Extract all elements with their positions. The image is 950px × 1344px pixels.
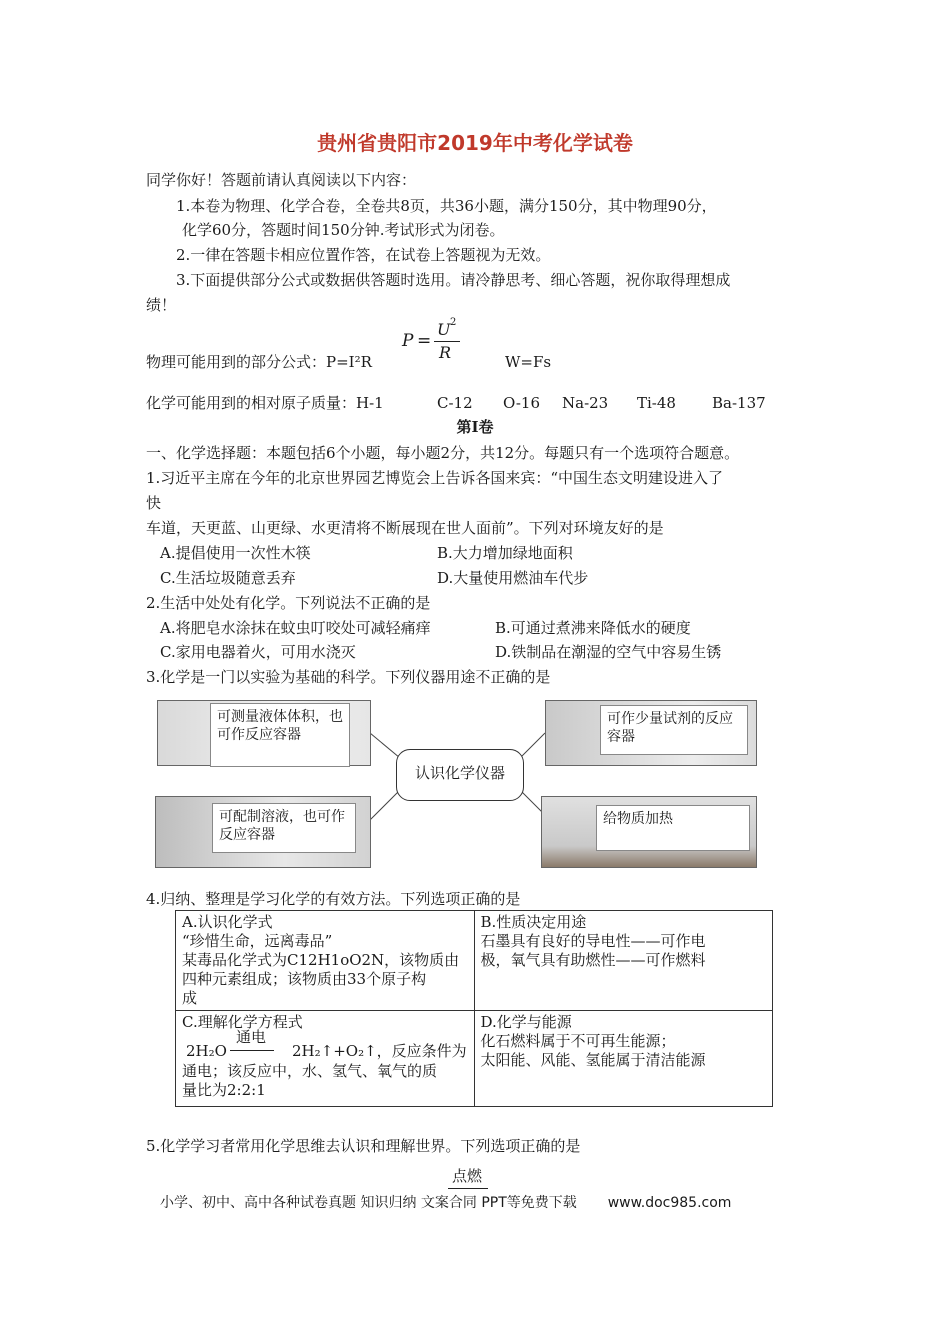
atomic-mass-ba: Ba-137 [712, 394, 766, 412]
intro-item-3: 3.下面提供部分公式或数据供答题时选用。请冷静思考、细心答题，祝你取得理想成 [176, 271, 731, 289]
part1-heading: 第I卷 [456, 418, 494, 436]
q1-option-a: A.提倡使用一次性木筷 [160, 544, 311, 562]
q2-stem: 2.生活中处处有化学。下列说法不正确的是 [146, 594, 431, 612]
q4-a-line2: 某毒品化学式为C12H1oO2N，该物质由 [182, 951, 460, 969]
q4-cell-b [474, 911, 773, 1011]
q2-option-b: B.可通过煮沸来降低水的硬度 [495, 619, 691, 637]
formula-eq: = [417, 331, 432, 351]
footer [160, 1193, 731, 1213]
atomic-mass-label: 化学可能用到的相对原子质量：H-1 [146, 394, 384, 412]
section1-intro: 一、化学选择题：本题包括6个小题，每小题2分，共12分。每题只有一个选项符合题意。 [146, 444, 740, 462]
q2-option-d: D.铁制品在潮湿的空气中容易生锈 [495, 643, 722, 661]
q4-stem: 4.归纳、整理是学习化学的有效方法。下列选项正确的是 [146, 890, 521, 908]
atomic-mass-o: O-16 [503, 394, 541, 412]
q1-stem-line3: 车道，天更蓝、山更绿、水更清将不断展现在世人面前”。下列对环境友好的是 [146, 519, 664, 537]
q1-option-b: B.大力增加绿地面积 [437, 544, 573, 562]
q5-reaction-bar [448, 1188, 488, 1189]
q4-d-line2: 太阳能、风能、氢能属于清洁能源 [480, 1051, 706, 1069]
q4-c-condition: 通电 [236, 1028, 267, 1046]
q4-cell-d [474, 1011, 773, 1107]
atomic-mass-c: C-12 [437, 394, 473, 412]
caption-top-right: 可作少量试剂的反应容器 [600, 705, 748, 755]
q5-stem: 5.化学学习者常用化学思维去认识和理解世界。下列选项正确的是 [146, 1137, 581, 1155]
q4-c-title: C.理解化学方程式 [182, 1013, 303, 1031]
q4-b-line1: 石墨具有良好的导电性——可作电 [480, 932, 706, 950]
q4-a-title: A.认识化学式 [182, 913, 273, 931]
formula-work: W=Fs [505, 353, 552, 371]
q4-b-title: B.性质决定用途 [480, 913, 587, 931]
q4-d-line1: 化石燃料属于不可再生能源； [480, 1032, 676, 1050]
q4-c-line2: 通电；该反应中，水、氢气、氧气的质 [182, 1062, 438, 1080]
q4-c-reactant: 2H₂O [186, 1042, 227, 1060]
q5-condition: 点燃 [452, 1167, 483, 1185]
caption-bottom-left: 可配制溶液，也可作反应容器 [212, 803, 356, 853]
atomic-mass-na: Na-23 [562, 394, 609, 412]
q4-cell-a [176, 911, 475, 1011]
q1-option-d: D.大量使用燃油车代步 [437, 569, 589, 587]
formula-sup-2: 2 [450, 317, 457, 328]
instrument-photo-top-left [157, 700, 371, 766]
caption-bottom-right: 给物质加热 [596, 805, 750, 851]
q4-options-table [175, 910, 773, 1107]
instrument-photo-bottom-right [541, 796, 757, 868]
intro-item-3-cont: 绩！ [146, 296, 177, 314]
q4-a-line1: “珍惜生命，远离毒品” [182, 932, 333, 950]
q2-option-c: C.家用电器着火，可用水浇灭 [160, 643, 356, 661]
intro-item-1-cont: 化学60分，答题时间150分钟.考试形式为闭卷。 [182, 221, 505, 239]
formula-p: P [402, 331, 414, 351]
q4-c-reaction-bar [230, 1050, 274, 1051]
q3-stem: 3.化学是一门以实验为基础的科学。下列仪器用途不正确的是 [146, 668, 551, 686]
q4-a-line3: 四种元素组成；该物质由33个原子构 [182, 970, 427, 988]
q4-c-line3: 量比为2:2:1 [182, 1081, 266, 1099]
q4-c-equation [182, 1028, 468, 1062]
q1-stem-line1: 1.习近平主席在今年的北京世界园艺博览会上告诉各国来宾：“中国生态文明建设进入了 [146, 469, 723, 487]
intro-item-1: 1.本卷为物理、化学合卷，全卷共8页，共36小题，满分150分，其中物理90分， [176, 197, 717, 215]
physics-formulas: 物理可能用到的部分公式：P=I²R [146, 353, 372, 371]
intro-item-2: 2.一律在答题卡相应位置作答，在试卷上答题视为无效。 [176, 246, 551, 264]
q2-option-a: A.将肥皂水涂抹在蚊虫叮咬处可减轻痛痒 [160, 619, 431, 637]
instrument-photo-bottom-left [155, 796, 371, 868]
formula-r: R [439, 343, 452, 362]
intro-greeting: 同学你好！答题前请认真阅读以下内容： [146, 171, 417, 189]
atomic-mass-ti: Ti-48 [637, 394, 676, 412]
footer-text: 小学、初中、高中各种试卷真题 知识归纳 文案合同 PPT等免费下载 [160, 1195, 577, 1211]
instrument-photo-top-right [545, 700, 757, 766]
diagram-center-node: 认识化学仪器 [396, 749, 524, 801]
q1-option-c: C.生活垃圾随意丢弃 [160, 569, 296, 587]
q4-cell-c [176, 1011, 475, 1107]
q4-d-title: D.化学与能源 [480, 1013, 572, 1031]
q4-b-line2: 极，氧气具有助燃性——可作燃料 [480, 951, 706, 969]
q1-stem-line2: 快 [146, 494, 162, 512]
caption-top-left: 可测量液体体积，也可作反应容器 [210, 703, 350, 767]
formula-u: U [437, 320, 451, 339]
q4-a-line4: 成 [182, 989, 198, 1007]
footer-url[interactable]: www.doc985.com [607, 1195, 732, 1211]
q4-c-product: 2H₂↑+O₂↑，反应条件为 [292, 1042, 467, 1060]
page-title: 贵州省贵阳市2019年中考化学试卷 [317, 131, 633, 155]
